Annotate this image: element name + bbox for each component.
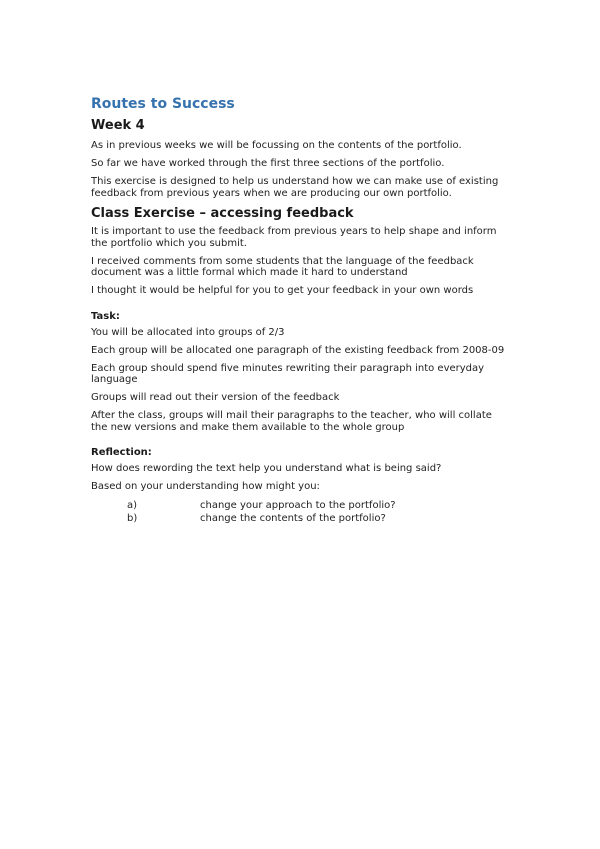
week-heading: Week 4 bbox=[91, 118, 145, 133]
exercise-paragraph: It is important to use the feedback from previous years to help shape and inform the portfolio which you submit. bbox=[91, 226, 497, 249]
task-item: Each group should spend five minutes rewriting their paragraph into everyday language bbox=[91, 362, 485, 385]
list-item-text: change your approach to the portfolio? bbox=[200, 500, 396, 511]
list-item-marker: a) bbox=[127, 500, 138, 511]
exercise-paragraph: I thought it would be helpful for you to get your feedback in your own words bbox=[91, 285, 474, 296]
list-item-text: change the contents of the portfolio? bbox=[200, 513, 386, 524]
main-title: Routes to Success bbox=[91, 96, 235, 112]
task-heading: Task: bbox=[91, 310, 120, 322]
intro-paragraph: This exercise is designed to help us understand how we can make use of existing feedback from previous years when we are producing our own portfolio. bbox=[91, 176, 499, 199]
task-item: Groups will read out their version of the feedback bbox=[91, 392, 340, 403]
list-item-marker: b) bbox=[127, 513, 138, 524]
reflection-heading: Reflection: bbox=[91, 447, 152, 458]
exercise-paragraph: I received comments from some students that the language of the feedback document was a little formal which made it hard to understand bbox=[91, 255, 474, 278]
document-content bbox=[91, 97, 509, 525]
task-item: Each group will be allocated one paragraph of the existing feedback from 2008-09 bbox=[91, 344, 505, 356]
reflection-paragraph: How does rewording the text help you understand what is being said? bbox=[91, 463, 442, 474]
list-item bbox=[127, 499, 509, 512]
task-item: You will be allocated into groups of 2/3 bbox=[91, 326, 285, 338]
task-item: After the class, groups will mail their paragraphs to the teacher, who will collate the new versions and make them available to the whole group bbox=[91, 410, 492, 433]
reflection-list bbox=[91, 499, 509, 525]
list-item bbox=[127, 512, 509, 525]
intro-paragraph: As in previous weeks we will be focussing on the contents of the portfolio. bbox=[91, 140, 462, 151]
exercise-heading: Class Exercise – accessing feedback bbox=[91, 206, 354, 221]
reflection-paragraph: Based on your understanding how might you: bbox=[91, 481, 320, 492]
intro-paragraph: So far we have worked through the first three sections of the portfolio. bbox=[91, 158, 445, 169]
